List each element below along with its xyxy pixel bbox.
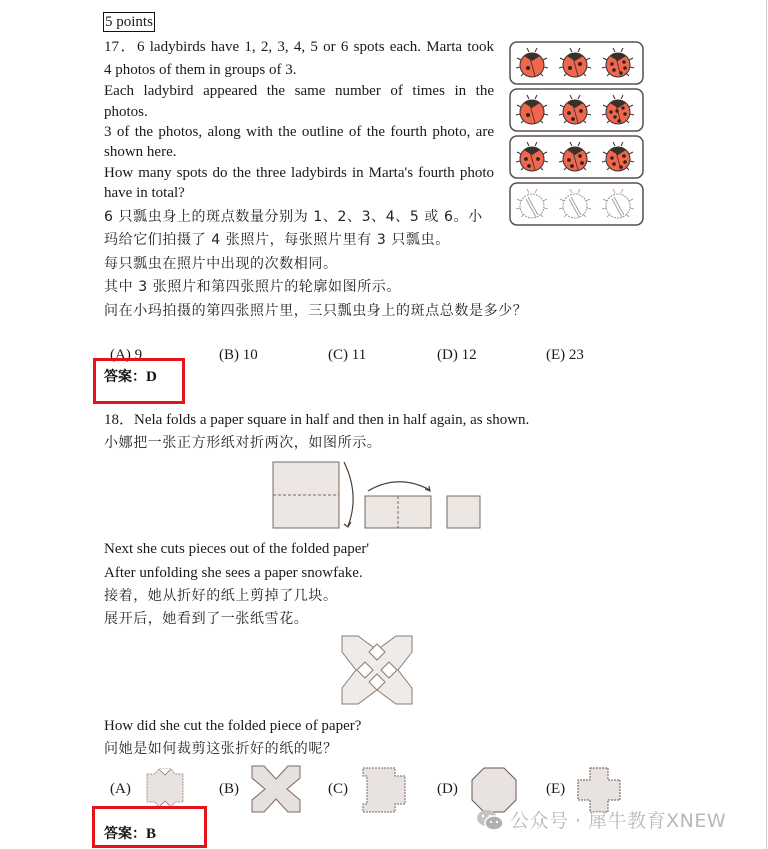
- points-badge: 5 points: [105, 14, 153, 30]
- answer-prefix: 答案：: [104, 826, 146, 842]
- q17-answer: [104, 366, 157, 386]
- wechat-icon: [476, 808, 504, 832]
- q18-option-e-label: (E): [546, 781, 566, 797]
- q17-text-line: How many spots do the three ladybirds in Marta's fourth photo: [104, 165, 494, 181]
- q18-option-b-label: (B): [219, 781, 239, 797]
- q17-text-zh-line: 问在小玛拍摄的第四张照片里，三只瓢虫身上的斑点总数是多少？: [104, 303, 528, 319]
- q18-answer: [104, 823, 156, 843]
- q17-text-line: 3 of the photos, along with the outline of the fourth photo, are: [104, 124, 494, 140]
- q18-text-line: 18．Nela folds a paper square in half and then in half again, as shown.: [104, 412, 530, 428]
- q18-text-zh-line: 小娜把一张正方形纸对折两次，如图所示。: [104, 435, 382, 451]
- watermark: [476, 806, 726, 833]
- q17-option-d: (D) 12: [437, 347, 477, 363]
- ladybird-photos-figure: [508, 40, 646, 226]
- q18-option-a-shape: [143, 766, 187, 810]
- q17-text-line: have in total?: [104, 185, 185, 201]
- q18-text-line: After unfolding she sees a paper snowfake.: [104, 565, 363, 581]
- folding-steps-figure: [268, 458, 488, 538]
- q18-option-a-label: (A): [110, 781, 131, 797]
- q17-option-a: (A) 9: [110, 347, 143, 363]
- q17-option-e: (E) 23: [546, 347, 584, 363]
- q17-text-line: shown here.: [104, 144, 177, 160]
- watermark-text: 公众号 · 犀牛教育XNEW: [510, 810, 727, 832]
- q17-text-zh-line: 每只瓢虫在照片中出现的次数相同。: [104, 256, 338, 272]
- q18-option-b-shape: [250, 764, 302, 814]
- q17-text-line: 17．6 ladybirds have 1, 2, 3, 4, 5 or 6 spots each. Marta took: [104, 39, 494, 55]
- q17-text-line: 4 photos of them in groups of 3.: [104, 62, 297, 78]
- q18-option-c-label: (C): [328, 781, 348, 797]
- q18-text-line: How did she cut the folded piece of paper?: [104, 718, 362, 734]
- page-right-border: [766, 0, 767, 849]
- q18-text-line: Next she cuts pieces out of the folded paper': [104, 541, 370, 557]
- q17-text-zh-line: 其中 3 张照片和第四张照片的轮廓如图所示。: [104, 279, 402, 295]
- q17-text-line: photos.: [104, 104, 148, 120]
- q18-text-zh-line: 展开后，她看到了一张纸雪花。: [104, 611, 309, 627]
- q18-option-d-label: (D): [437, 781, 458, 797]
- paper-snowflake-figure: [338, 632, 416, 708]
- q17-option-b: (B) 10: [219, 347, 258, 363]
- q18-option-c-shape: [359, 764, 409, 816]
- q18-text-zh-line: 问她是如何裁剪这张折好的纸的呢？: [104, 741, 338, 757]
- q17-text-line: Each ladybird appeared the same number of times in the: [104, 83, 494, 99]
- q18-text-zh-line: 接着，她从折好的纸上剪掉了几块。: [104, 588, 338, 604]
- answer-value: D: [146, 369, 157, 385]
- answer-value: B: [146, 826, 157, 842]
- answer-prefix: 答案：: [104, 369, 146, 385]
- q17-text-zh-line: 6 只瓢虫身上的斑点数量分别为 1、2、3、4、5 或 6。小: [104, 209, 483, 225]
- q17-option-c: (C) 11: [328, 347, 367, 363]
- q17-text-zh-line: 玛给它们拍摄了 4 张照片，每张照片里有 3 只瓢虫。: [104, 232, 450, 248]
